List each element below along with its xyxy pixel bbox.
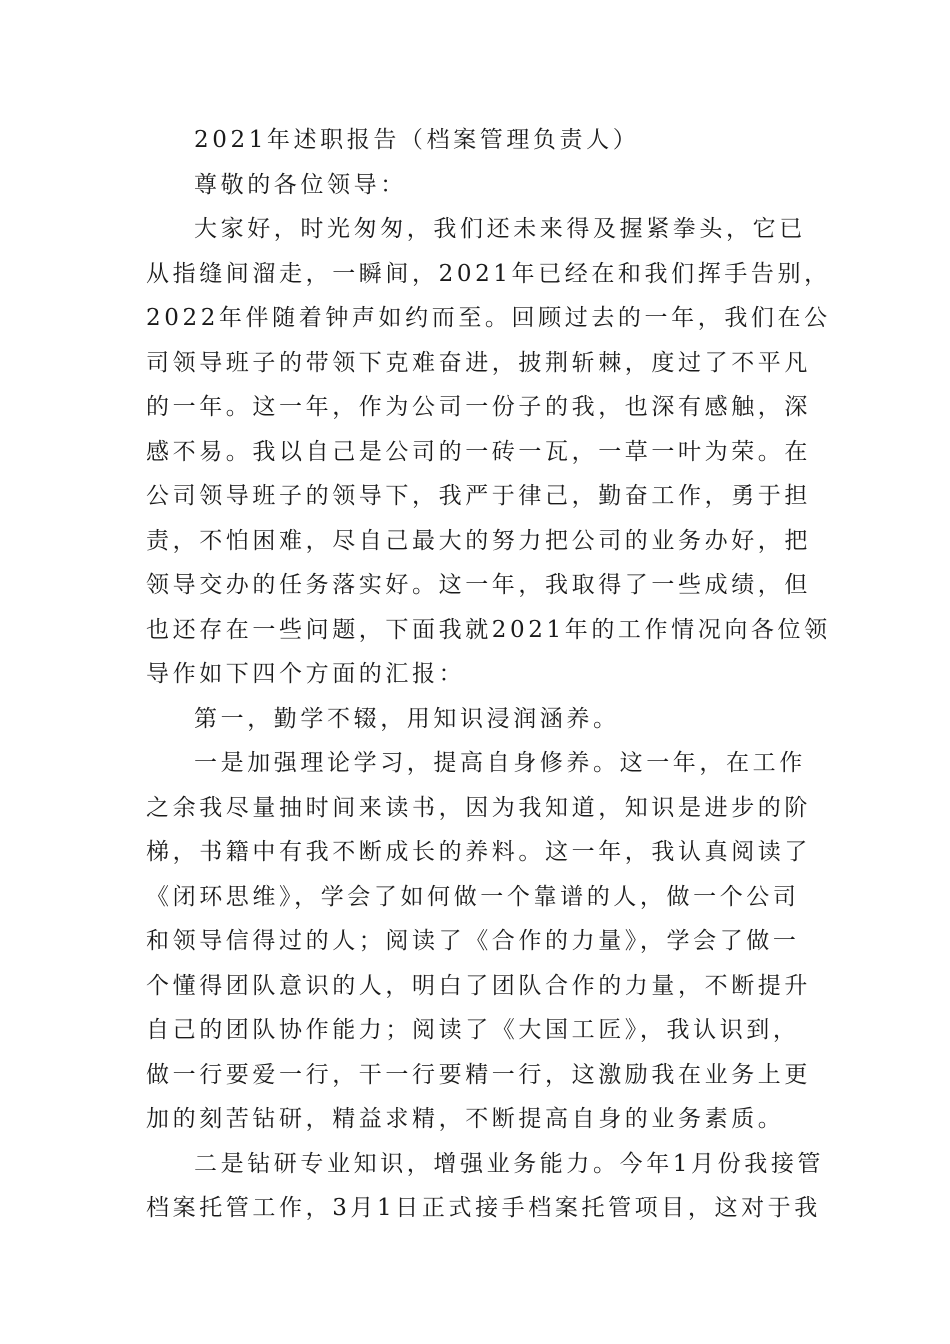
text-line: 司领导班子的带领下克难奋进，披荆斩棘，度过了不平凡 <box>146 349 811 376</box>
text-line: 个懂得团队意识的人，明白了团队合作的力量，不断提升 <box>146 972 811 999</box>
text-line: 责，不怕困难，尽自己最大的努力把公司的业务办好，把 <box>146 527 811 554</box>
greeting: 尊敬的各位领导： <box>194 171 407 198</box>
document-title: 2021年述职报告（档案管理负责人） <box>194 127 640 153</box>
text-line: 加的刻苦钻研，精益求精，不断提高自身的业务素质。 <box>146 1106 785 1132</box>
text-line: 二是钻研专业知识，增强业务能力。今年1月份我接管 <box>194 1150 825 1177</box>
text-line: 梯，书籍中有我不断成长的养料。这一年，我认真阅读了 <box>146 839 811 865</box>
text-line: 档案托管工作，3月1日正式接手档案托管项目，这对于我 <box>146 1195 821 1221</box>
text-line: 从指缝间溜走，一瞬间，2021年已经在和我们挥手告别， <box>146 260 831 287</box>
text-line: 感不易。我以自己是公司的一砖一瓦，一草一叶为荣。在 <box>146 438 811 465</box>
text-line: 2022年伴随着钟声如约而至。回顾过去的一年，我们在公 <box>146 305 831 331</box>
text-line: 自己的团队协作能力；阅读了《大国工匠》，我认识到， <box>146 1017 800 1043</box>
text-line: 的一年。这一年，作为公司一份子的我，也深有感触，深 <box>146 394 811 420</box>
text-line: 和领导信得过的人；阅读了《合作的力量》，学会了做一 <box>146 928 800 954</box>
text-line: 之余我尽量抽时间来读书，因为我知道，知识是进步的阶 <box>146 794 811 821</box>
text-line: 导作如下四个方面的汇报： <box>146 661 466 687</box>
paragraph-lines <box>146 207 831 1231</box>
text-line: 公司领导班子的领导下，我严于律己，勤奋工作，勇于担 <box>146 483 811 509</box>
text-line: 也还存在一些问题，下面我就2021年的工作情况向各位领 <box>146 616 831 643</box>
text-line: 做一行要爱一行，干一行要精一行，这激励我在业务上更 <box>146 1061 811 1088</box>
text-line: 领导交办的任务落实好。这一年，我取得了一些成绩，但 <box>146 572 811 598</box>
text-line: 大家好，时光匆匆，我们还未来得及握紧拳头，它已 <box>194 216 806 242</box>
text-line: 一是加强理论学习，提高自身修养。这一年，在工作 <box>194 750 806 776</box>
document-body <box>146 118 831 1231</box>
text-line: 第一，勤学不辍，用知识浸润涵养。 <box>194 705 620 732</box>
text-line: 《闭环思维》，学会了如何做一个靠谱的人，做一个公司 <box>146 883 800 910</box>
